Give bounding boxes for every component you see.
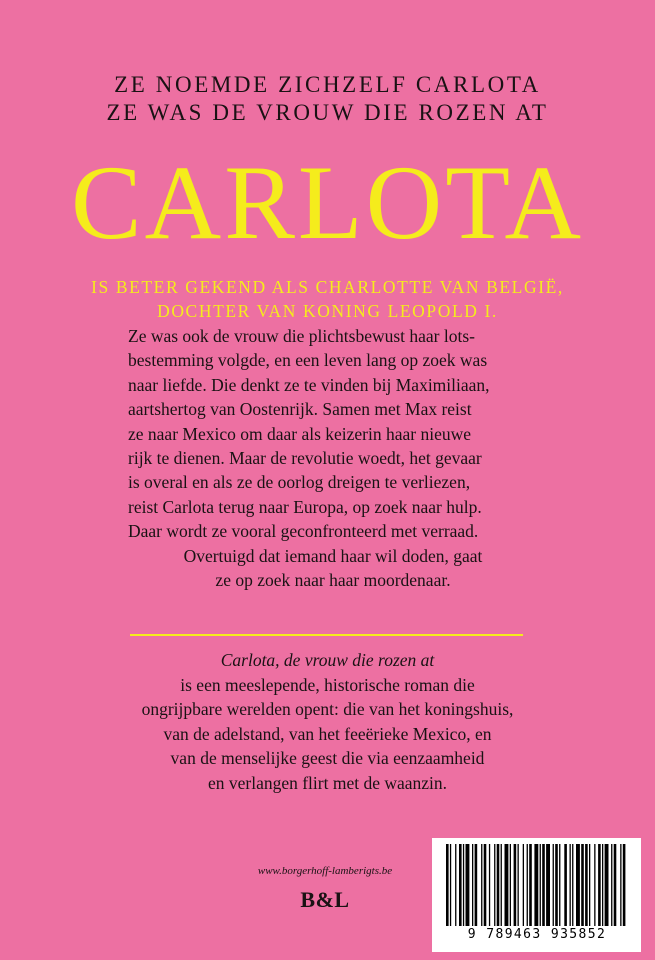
pitch-line: van de adelstand, van het feeërieke Mexico, en <box>163 723 492 744</box>
pitch-line: is een meeslepende, historische roman die <box>180 674 475 695</box>
pitch-line: ongrijpbare werelden opent: die van het koningshuis, <box>141 699 514 720</box>
yellow-divider <box>130 634 523 636</box>
pitch-book-title: Carlota, de vrouw die rozen at <box>220 650 435 670</box>
blurb-paragraph <box>128 324 538 592</box>
blurb-line: Ze was ook de vrouw die plichtsbewust haar lots- <box>128 326 476 346</box>
book-title: CARLOTA <box>70 144 585 261</box>
pitch-line: en verlangen flirt met de waanzin. <box>207 772 448 793</box>
barcode-icon <box>442 844 632 926</box>
blurb-line: aartshertog van Oostenrijk. Samen met Max reist <box>128 399 472 420</box>
barcode-panel <box>432 838 641 952</box>
blurb-line: Overtuigd dat iemand haar wil doden, gaat <box>183 545 483 566</box>
publisher-logo: B&L <box>300 887 350 912</box>
subtitle-line-1: IS BETER GEKEND ALS CHARLOTTE VAN BELGIË, <box>91 277 564 297</box>
blurb-line: Daar wordt ze vooral geconfronteerd met verraad. <box>128 521 479 542</box>
subtitle-line-2: DOCHTER VAN KONING LEOPOLD I. <box>157 301 498 321</box>
blurb-line: naar liefde. Die denkt ze te vinden bij Maximiliaan, <box>128 374 490 395</box>
blurb-line: ze naar Mexico om daar als keizerin haar nieuwe <box>128 423 472 444</box>
blurb-line: ze op zoek naar haar moordenaar. <box>215 570 451 591</box>
isbn-number: 9 789463 935852 <box>467 927 607 942</box>
blurb-line: rijk te dienen. Maar de revolutie woedt, het gevaar <box>128 448 482 469</box>
pitch-paragraph <box>60 648 595 796</box>
blurb-line: is overal en als ze de oorlog dreigen te verliezen, <box>128 472 471 493</box>
publisher-website: www.borgerhoff-lamberigts.be <box>257 865 393 877</box>
blurb-line: bestemming volgde, en een leven lang op zoek was <box>128 350 488 371</box>
tagline-line-2: ZE WAS DE VROUW DIE ROZEN AT <box>106 100 549 125</box>
tagline-line-1: ZE NOEMDE ZICHZELF CARLOTA <box>114 72 541 97</box>
pitch-line: van de menselijke geest die via eenzaamheid <box>170 748 485 769</box>
blurb-line: reist Carlota terug naar Europa, op zoek naar hulp. <box>128 496 482 517</box>
